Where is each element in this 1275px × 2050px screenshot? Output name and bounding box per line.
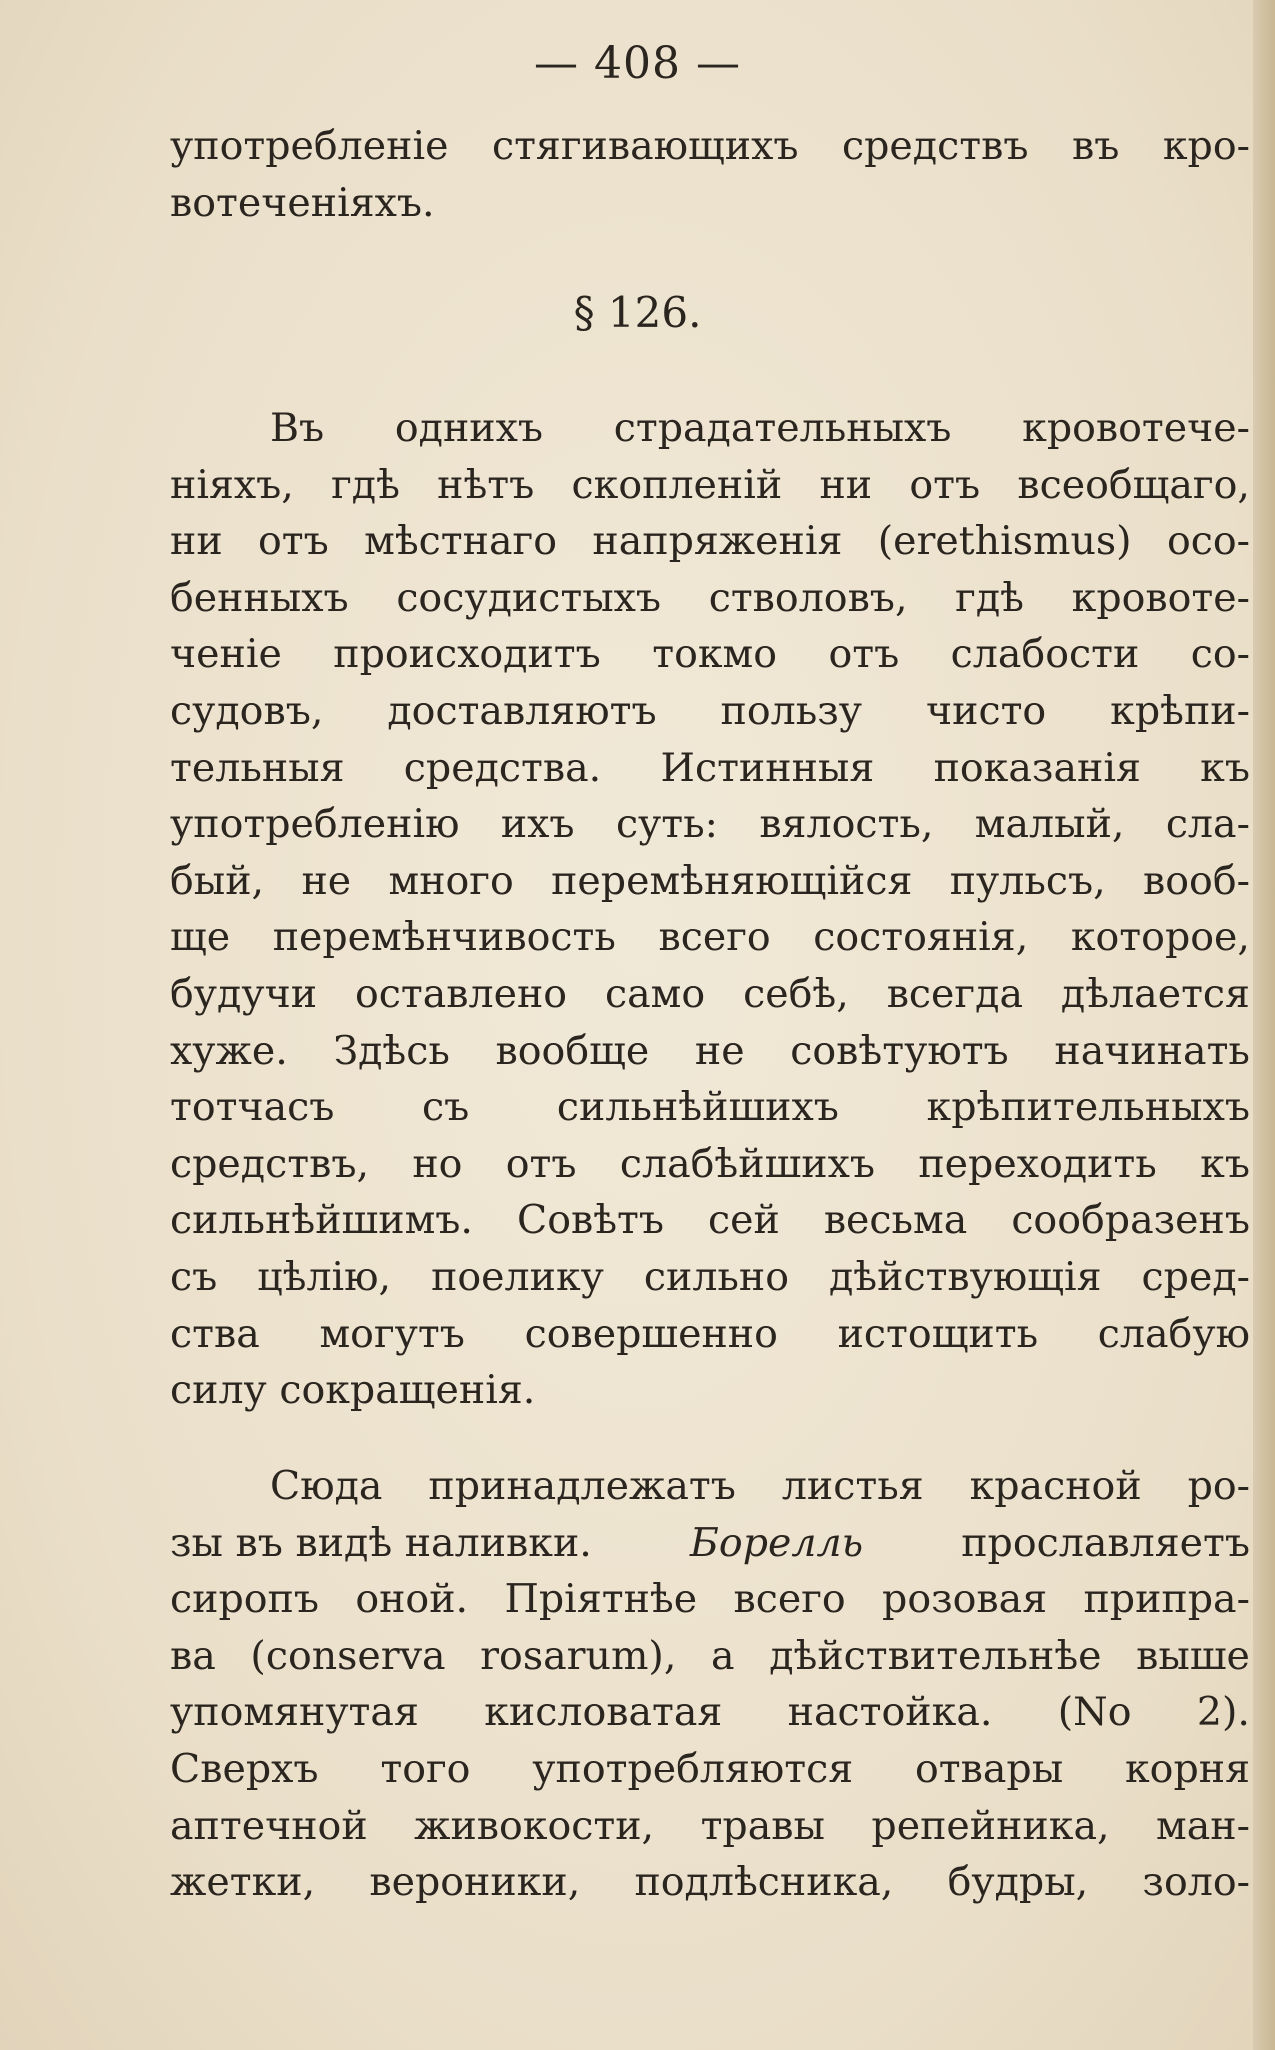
word: ни [170,518,223,565]
word: токмо [652,631,778,678]
word: средства. [403,744,602,791]
word: однихъ [394,405,544,451]
word: розовая [882,1576,1048,1623]
word: вероники, [369,1859,581,1906]
text-line [170,1306,1250,1363]
word: сообразенъ [1011,1197,1250,1244]
word: ченіе [170,631,282,678]
word: не [694,1027,745,1074]
word: могутъ [319,1310,465,1357]
word: rosarum), [480,1632,677,1679]
word: сла- [1165,801,1250,848]
word: чисто [926,687,1047,734]
word: кровотече- [1022,405,1250,451]
text-line [170,457,1250,514]
word: стволовъ, [708,574,908,621]
word: принадлежатъ [428,1463,736,1509]
word: малый, [974,801,1125,848]
word: будры, [947,1859,1089,1906]
text-line [170,1023,1250,1080]
text-line [170,1515,1250,1572]
text-line [170,909,1250,966]
text-line [170,1854,1250,1911]
word: употребленію [170,801,460,848]
word: себѣ, [743,970,849,1017]
word: слабости [950,631,1140,678]
word: Совѣтъ [516,1197,665,1244]
word: оной. [355,1576,469,1623]
word: ман- [1156,1802,1250,1849]
word: слабѣйшихъ [619,1140,876,1187]
text-line [170,1458,1250,1515]
word: сред- [1141,1253,1250,1300]
word: сиропъ [170,1576,319,1623]
author-name: Борелль [689,1519,864,1566]
word: ва [170,1632,216,1679]
word: травы [700,1802,825,1849]
word: бый, [170,857,265,904]
text-line [170,570,1250,627]
word: отъ [828,631,900,678]
word: суть: [615,801,718,848]
word: сосудистыхъ [396,574,662,621]
word: поелику [431,1253,604,1300]
word: весьма [823,1197,968,1244]
word: къ [1200,744,1250,791]
word: ніяхъ, [170,461,294,508]
word: ро- [1187,1463,1250,1509]
word: съ [422,1084,470,1131]
page-number: — 408 — [534,38,741,89]
word: 2). [1196,1689,1250,1736]
paragraph-continuation [170,118,1250,231]
word: совершенно [524,1310,778,1357]
word: упомянутая [170,1689,419,1736]
word: жетки, [170,1859,316,1906]
word: которое, [1070,914,1250,961]
word: осо- [1166,518,1250,565]
word: аптечной [170,1802,368,1849]
text-line [170,1249,1250,1306]
word: къ [1200,1140,1250,1187]
text-line [170,118,1250,175]
word: настойка. [787,1689,993,1736]
text-line [170,1136,1250,1193]
text-line [170,1628,1250,1685]
word: сей [708,1197,780,1244]
word: всего [658,914,771,961]
word: кро- [1162,123,1250,169]
word: подлѣсника, [634,1859,894,1906]
word: истощить [837,1310,1039,1357]
word: кровоте- [1071,574,1250,621]
word: красной [969,1463,1142,1509]
word: гдѣ [955,574,1024,621]
word: средствъ [842,123,1029,169]
word: дѣйствительнѣе [769,1632,1102,1679]
text-segment: прославляетъ [961,1519,1250,1566]
word: сильнѣйшимъ. [170,1197,473,1244]
word: (No [1057,1689,1132,1736]
text-line: вотеченіяхъ. [170,179,435,226]
word: нѣтъ [437,461,535,508]
word: тельныя [170,744,345,791]
word: будучи [170,970,318,1017]
word: (erethismus) [877,518,1132,565]
word: стягивающихъ [491,123,799,169]
text-line [170,513,1250,570]
word: но [412,1140,463,1187]
text-line [170,796,1250,853]
word: перемѣняющійся [551,857,913,904]
section-heading: § 126. [573,288,702,337]
text-line [170,853,1250,910]
word: всегда [886,970,1023,1017]
word: отъ [505,1140,577,1187]
word: со- [1190,631,1250,678]
word: скопленій [571,461,783,508]
text-line [170,966,1250,1023]
word: того [380,1745,471,1792]
word: съ [170,1253,218,1300]
text-line [170,683,1250,740]
word: мѣстнаго [364,518,558,565]
text-line [170,400,1250,457]
word: совѣтуютъ [790,1027,1009,1074]
word: пользу [720,687,863,734]
word: тотчасъ [170,1084,335,1131]
word: Здѣсь [333,1027,450,1074]
word: доставляютъ [387,687,657,734]
word: всеобщаго, [1017,461,1250,508]
word: всего [733,1576,846,1623]
word: начинать [1054,1027,1250,1074]
word: происходитъ [333,631,601,678]
word: вообще [495,1027,650,1074]
word: само [605,970,706,1017]
word: перемѣнчивость [272,914,616,961]
text-line [170,1571,1250,1628]
word: живокости, [414,1802,655,1849]
word: дѣлается [1060,970,1250,1017]
text-line [170,1684,1250,1741]
word: употребляются [532,1745,854,1792]
word: крѣпительныхъ [926,1084,1250,1131]
text-line [170,740,1250,797]
word: оставлено [354,970,568,1017]
text-line [170,1079,1250,1136]
word: ни [819,461,873,508]
word: показанія [933,744,1141,791]
word: припра- [1083,1576,1250,1623]
word: листья [781,1463,924,1509]
word: ства [170,1310,260,1357]
word: Сверхъ [170,1745,319,1792]
word: отъ [258,518,329,565]
word: хуже. [170,1027,288,1074]
paragraph-remedies-list [170,1458,1250,1911]
word: корня [1124,1745,1250,1792]
word: (conserva [250,1632,446,1679]
word: Въ [270,405,325,451]
text-line: силу сокращенія. [170,1367,536,1414]
word: средствъ, [170,1140,370,1187]
word: отъ [909,461,981,508]
word: золо- [1142,1859,1250,1906]
word: дѣйствующія [828,1253,1102,1300]
word: репейника, [871,1802,1110,1849]
word: вялость, [759,801,934,848]
word: гдѣ [331,461,400,508]
text-line [170,1192,1250,1249]
word: въ [1071,123,1120,169]
word: много [388,857,514,904]
word: крѣпи- [1110,687,1250,734]
word: ще [170,914,231,961]
text-segment: зы въ видѣ наливки. [170,1519,592,1566]
word: а [711,1632,735,1679]
word: Истинныя [660,744,875,791]
word: ихъ [500,801,575,848]
paragraph-strengthening-remedies [170,400,1250,1419]
word: состоянія, [813,914,1029,961]
word: кисловатая [484,1689,723,1736]
word: цѣлію, [257,1253,392,1300]
word: переходить [918,1140,1157,1187]
word: вооб- [1143,857,1250,904]
word: бенныхъ [170,574,349,621]
text-line [170,1798,1250,1855]
word: не [301,857,352,904]
word: Сюда [270,1463,383,1509]
word: употребленіе [170,123,449,169]
word: Пріятнѣе [504,1576,698,1623]
word: пульсъ, [949,857,1106,904]
word: слабую [1097,1310,1250,1357]
word: напряженія [592,518,843,565]
word: страдательныхъ [613,405,952,451]
word: отвары [915,1745,1064,1792]
word: сильно [643,1253,790,1300]
word: судовъ, [170,687,324,734]
word: выше [1136,1632,1250,1679]
text-line [170,626,1250,683]
text-line [170,1741,1250,1798]
word: сильнѣйшихъ [556,1084,839,1131]
